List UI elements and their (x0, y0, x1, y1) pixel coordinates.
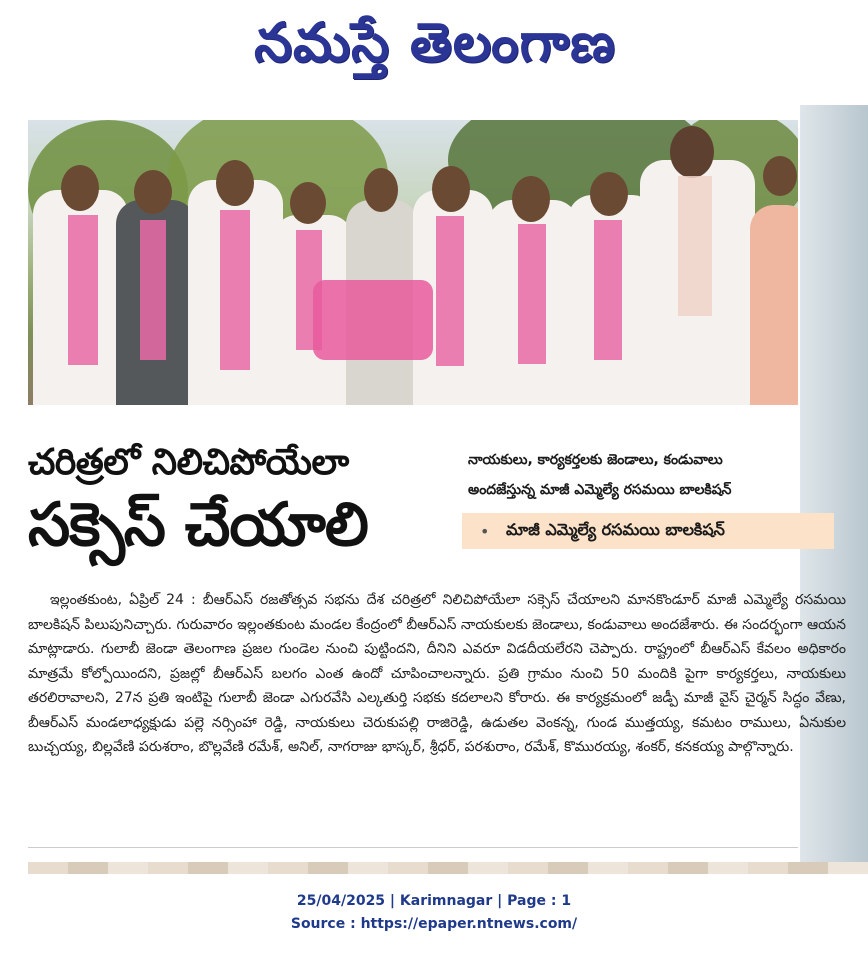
news-photo (28, 120, 798, 405)
photo-caption (468, 445, 828, 505)
subheadline-text: మాజీ ఎమ్మెల్యే రసమయి బాలకిషన్ (506, 520, 725, 539)
subheadline-bar (462, 513, 834, 549)
headline-line-1: చరిత్రలో నిలిచిపోయేలా (28, 442, 349, 483)
source-link[interactable]: Source : https://epaper.ntnews.com/ (290, 916, 578, 932)
caption-line-2: అందజేస్తున్న మాజీ ఎమ్మెల్యే రసమయి బాలకిషన్ (468, 482, 732, 498)
page-footer (0, 890, 868, 936)
next-article-photo-edge (28, 862, 868, 874)
edition-info: 25/04/2025 | Karimnagar | Page : 1 (296, 893, 572, 909)
masthead (0, 0, 868, 90)
bullet-icon: • (480, 522, 490, 541)
caption-line-1: నాయకులు, కార్యకర్తలకు జెండాలు, కండువాలు (468, 452, 723, 468)
article-body (28, 588, 846, 760)
headline-line-2: సక్సెస్ చేయాలి (28, 490, 368, 560)
newspaper-logo: నమస్తే తెలంగాణ (254, 11, 616, 74)
divider (28, 847, 798, 848)
article-paragraph: ఇల్లంతకుంట, ఏప్రిల్ 24 : బీఆర్ఎస్ రజతోత్సవ సభను దేశ చరిత్రలో నిలిచిపోయేలా సక్సెస్ చేయాలని మానకొండూర్ మాజీ ఎమ్మెల్యే రసమయి బాలకిషన్ పిలుపునిచ్చారు. గురువారం ఇల్లంతకుంట మండల కేంద్రంలో బీఆర్ఎస్ నాయకులకు జెండాలు, కండువాలు అందజేశారు. ఈ సందర్భంగా ఆయన మాట్లాడారు. గులాబీ జెండా తెలంగాణ ప్రజల గుండెల నుంచి పుట్టిందని, దీనిని ఎవరూ విడదీయలేరని చెప్పారు. రాష్ట్రంలో బీఆర్ఎస్ కేవలం అధికారం మాత్రమే కోల్పోయిందని, ప్రజల్లో బీఆర్ఎస్ బలగం ఎంత ఉందో చూపించాలన్నారు. ప్రతి గ్రామం నుంచి 50 మందికి పైగా కార్యకర్తలు, నాయకులు తరలిరావాలని, 27న ప్రతి ఇంటిపై గులాబీ జెండా ఎగురవేసి ఎల్కతుర్తి సభకు కదలాలని కోరారు. ఈ కార్యక్రమంలో జడ్పీ మాజీ వైస్ చైర్మన్ సిద్ధం వేణు, బీఆర్ఎస్ మండలాధ్యక్షుడు పల్లె నర్సింహా రెడ్డి, నాయకులు చెరుకుపల్లి రాజిరెడ్డి, ఉడుతల వెంకన్న, గుండ ముత్తయ్య, కమటం రాములు, ఏనుకుల బుచ్చయ్య, బిల్లవేణి పరుశరాం, బొల్లవేణి రమేశ్, అనిల్, నాగరాజు భాస్కర్, శ్రీధర్, పరశురాం, రమేశ్, కొమురయ్య, శంకర్, కనకయ్య పాల్గొన్నారు. (28, 592, 846, 755)
headline (28, 438, 368, 562)
